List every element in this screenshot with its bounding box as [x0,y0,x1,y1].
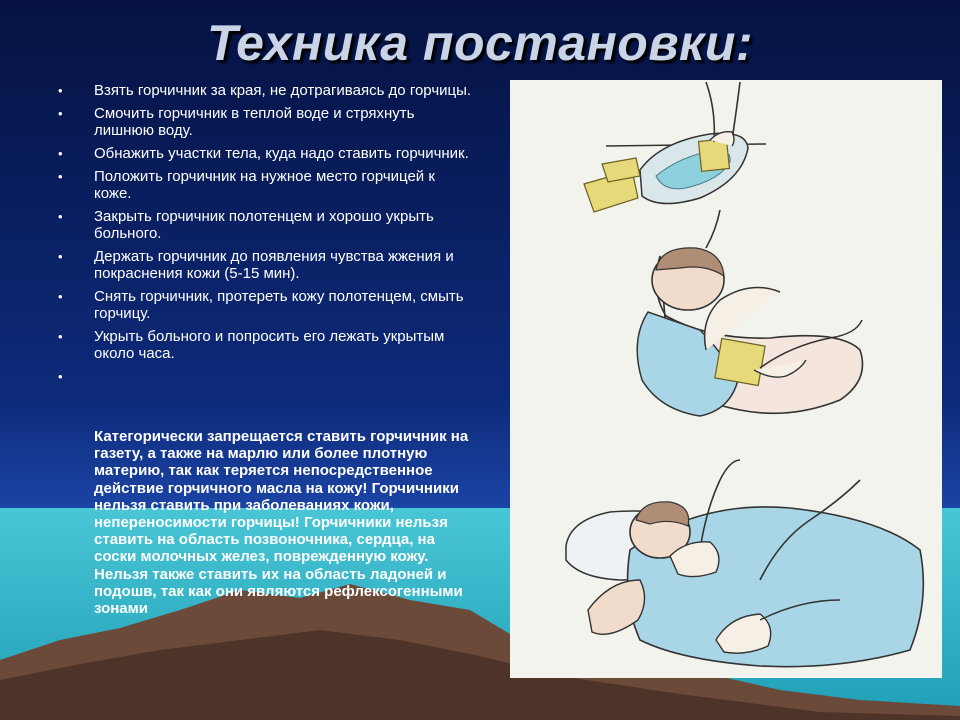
panel-dipping-plaster [584,82,766,212]
bullet-icon: • [58,83,63,98]
instruction-list [56,82,476,389]
list-item: • Взять горчичник за края, не дотрагиваясь до горчицы. [58,82,472,99]
list-item: • Положить горчичник на нужное место горчицей к коже. [58,168,435,202]
warning-text: Категорически запрещается ставить горчичник на газету, а также на марлю или более плотную материю, так как теряется непосредственное действие горчичного масла на кожу! Горчичники нельзя ставить при заболеваниях кожи, непереносимости горчицы! Горчичники нельзя ставить на область позвоночника, сердца, на соски молочных желез, поврежденную кожу. Нельзя также ставить их на область ладоней и подошв, так как они являются рефлексогенными зонами [94,428,469,618]
bullet-icon: • [58,169,63,184]
list-item: • Обнажить участки тела, куда надо ставить горчичник. [58,145,469,162]
panel-covering-patient [566,460,923,667]
list-item: • Укрыть больного и попросить его лежать укрытым около часа. [58,328,445,362]
panel-applying-plaster [637,210,862,416]
bullet-icon: • [58,329,63,344]
mustard-plaster-icon [715,338,765,385]
bullet-icon: • [58,289,63,304]
bullet-icon: • [58,106,63,121]
list-item: • Снять горчичник, протереть кожу полотенцем, смыть горчицу. [58,288,464,322]
procedure-illustration [510,80,942,678]
bullet-icon: • [58,146,63,161]
list-item-empty [56,368,476,385]
bullet-icon: • [58,369,63,384]
bullet-icon: • [58,209,63,224]
list-item: • Держать горчичник до появления чувства жжения и покраснения кожи (5-15 мин). [58,248,454,282]
slide-title: Техника постановки: [206,15,754,71]
list-item: • Закрыть горчичник полотенцем и хорошо укрыть больного. [58,208,434,242]
bullet-icon: • [58,249,63,264]
list-item: • Смочить горчичник в теплой воде и стряхнуть лишнюю воду. [58,105,415,139]
